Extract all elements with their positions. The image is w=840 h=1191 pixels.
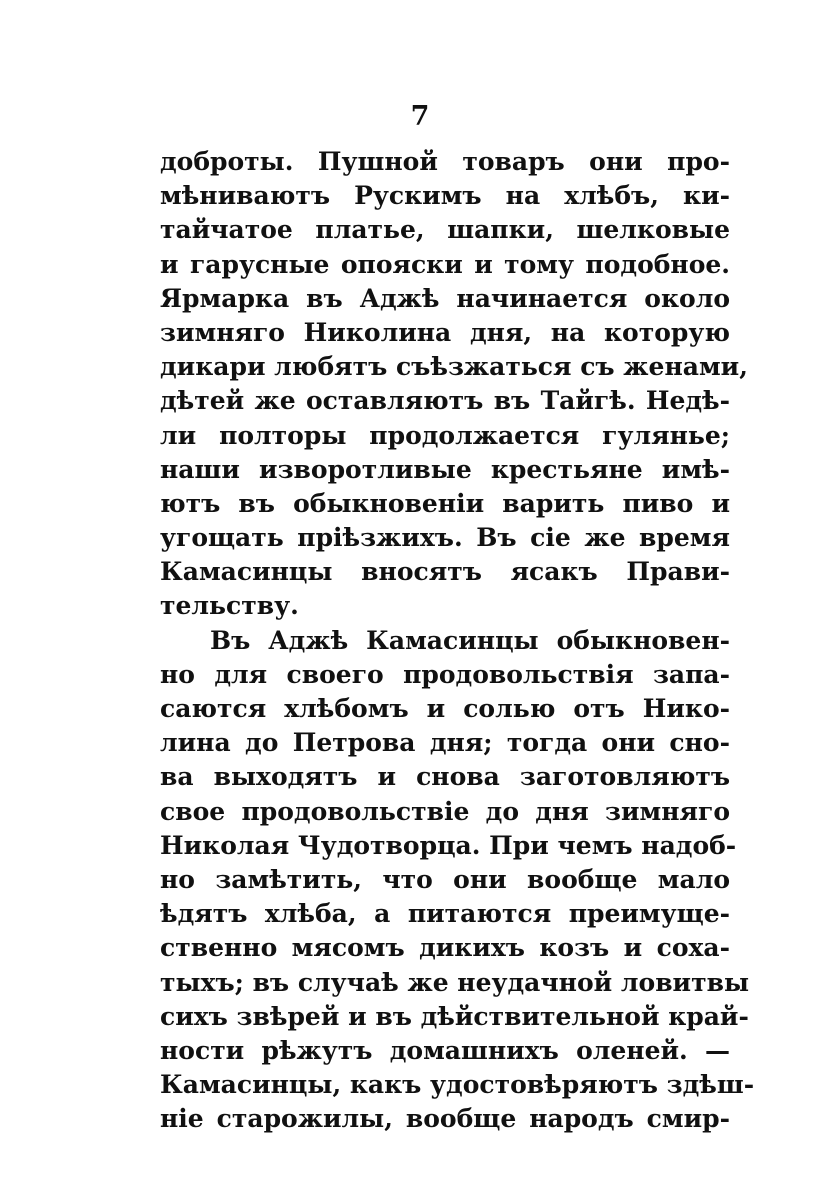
text-line: и гарусные опояски и тому подобное.	[160, 249, 730, 279]
text-line: мѣниваютъ Рускимъ на хлѣбъ, ки-	[160, 181, 730, 211]
text-line: Камасинцы вносятъ ясакъ Прави-	[160, 557, 730, 587]
text-line: но замѣтить, что они вообще мало	[160, 864, 730, 894]
text-line: зимняго Николина дня, на которую	[160, 317, 730, 347]
text-line: доброты. Пушной товаръ они про-	[160, 147, 730, 176]
text-line: ютъ въ обыкновеніи варить пиво и	[160, 488, 730, 518]
text-line: дѣтей же оставляютъ въ Тайгѣ. Недѣ-	[160, 386, 730, 416]
text-line: саются хлѣбомъ и солью отъ Нико-	[160, 694, 730, 723]
text-line: Въ Аджѣ Камасинцы обыкновен-	[210, 625, 730, 655]
text-line: тыхъ; въ случаѣ же неудачной ловитвы	[160, 967, 750, 997]
text-line: тельству.	[160, 591, 299, 621]
text-line: ѣдятъ хлѣба, а питаются преимуще-	[160, 899, 730, 929]
text-line: ности рѣжутъ домашнихъ оленей. —	[160, 1035, 730, 1065]
text-line: дикари любятъ съѣзжаться съ женами,	[160, 352, 748, 382]
text-line: Камасинцы, какъ удостовѣряютъ здѣш-	[160, 1070, 755, 1100]
paragraph-2	[160, 624, 755, 1137]
body-text	[160, 145, 755, 1136]
text-line: ніе старожилы, вообще народъ смир-	[160, 1104, 730, 1134]
text-line: ственно мясомъ дикихъ козъ и соха-	[160, 933, 730, 963]
text-line: сихъ звѣрей и въ дѣйствительной край-	[160, 1001, 749, 1031]
text-line: лина до Петрова дня; тогда они сно-	[160, 728, 730, 758]
text-line: наши изворотливые крестьяне имѣ-	[160, 454, 730, 484]
text-line: но для своего продовольствія запа-	[160, 659, 730, 689]
text-line: Николая Чудотворца. При чемъ надоб-	[160, 830, 737, 860]
text-line: ли полторы продолжается гулянье;	[160, 420, 730, 450]
page-number: 7	[410, 101, 430, 132]
paragraph-1	[160, 145, 748, 624]
text-line: Ярмарка въ Аджѣ начинается около	[160, 283, 730, 313]
text-line: тайчатое платье, шапки, шелковые	[160, 215, 730, 245]
text-line: свое продовольствіе до дня зимняго	[160, 796, 730, 826]
text-line: угощать пріѣзжихъ. Въ сіе же время	[160, 523, 730, 553]
text-line: ва выходятъ и снова заготовляютъ	[160, 762, 730, 792]
